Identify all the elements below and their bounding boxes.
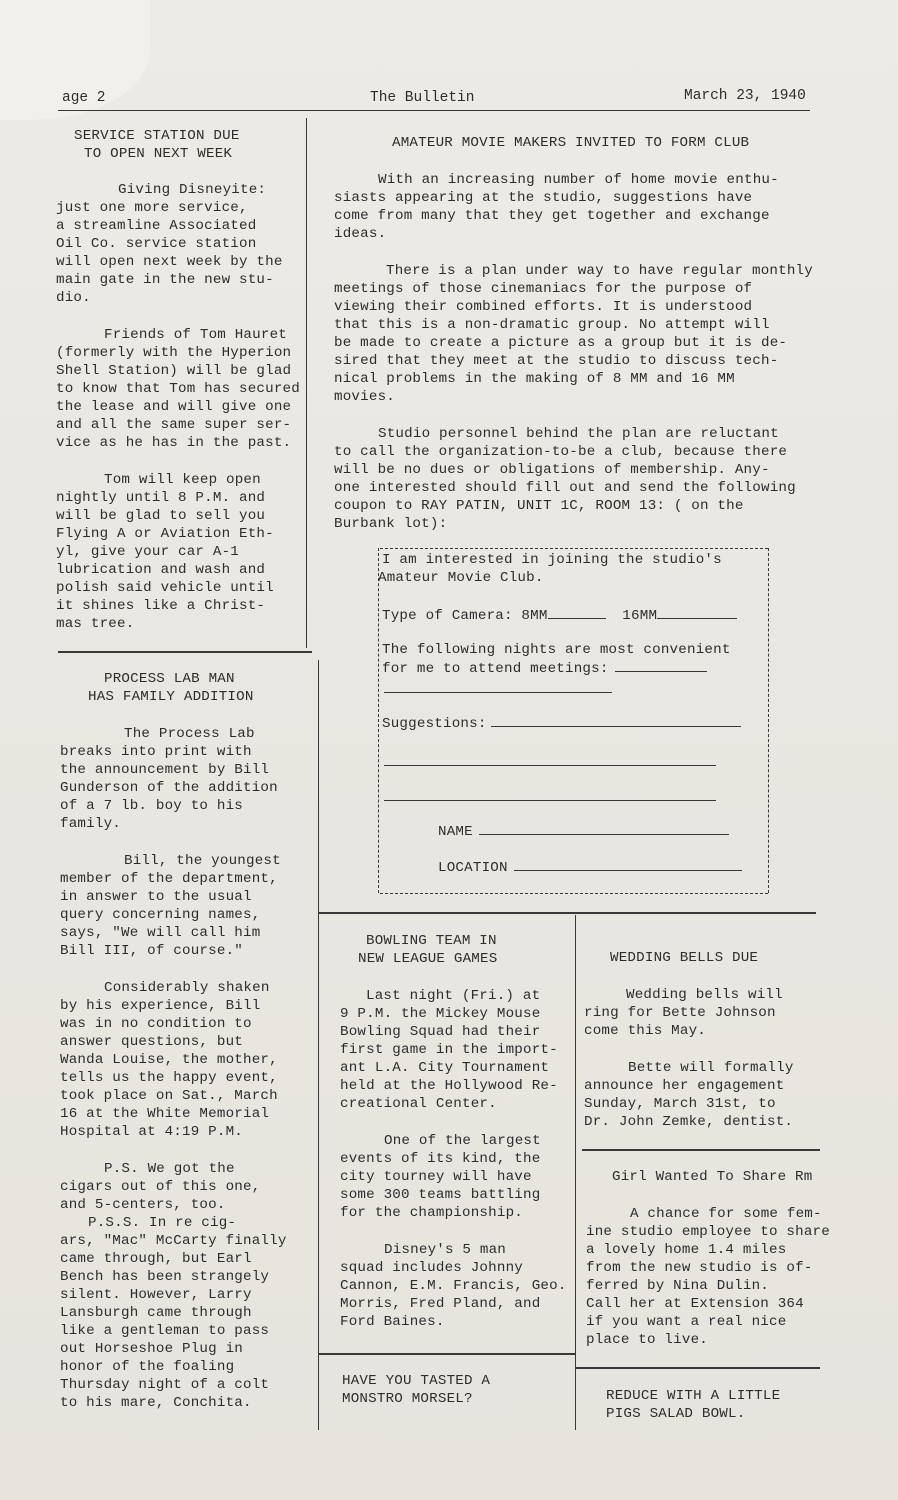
meeting-nights-field[interactable]: [382, 659, 707, 678]
text-line: Ford Baines.: [340, 1314, 445, 1330]
meeting-nights-line2[interactable]: [384, 692, 612, 693]
text-line: will be no dues or obligations of membership. Any-: [334, 462, 770, 478]
text-line: ant L.A. City Tournament: [340, 1060, 550, 1076]
text-line: Shell Station) will be glad: [56, 363, 292, 379]
location-blank[interactable]: [514, 858, 742, 871]
text-line: for the championship.: [340, 1205, 523, 1221]
text-line: Sunday, March 31st, to: [584, 1096, 776, 1112]
text-line: city tourney will have: [340, 1169, 532, 1185]
text-line: if you want a real nice: [586, 1314, 787, 1330]
camera-type-field[interactable]: [382, 606, 737, 625]
text-line: tells us the happy event,: [60, 1070, 278, 1086]
headline: AMATEUR MOVIE MAKERS INVITED TO FORM CLUB: [392, 135, 750, 151]
text-line: Last night (Fri.) at: [366, 988, 541, 1004]
headline: PIGS SALAD BOWL.: [606, 1406, 746, 1422]
text-line: lubrication and wash and: [56, 562, 266, 578]
header-rule: [58, 110, 810, 111]
name-field[interactable]: [438, 822, 729, 841]
text-line: Studio personnel behind the plan are reluctant: [378, 426, 779, 442]
text-line: Considerably shaken: [104, 980, 270, 996]
text-line: of a 7 lb. boy to his: [60, 798, 243, 814]
text-line: P.S.S. In re cig-: [88, 1215, 237, 1231]
text-line: some 300 teams battling: [340, 1187, 541, 1203]
text-line: Bill III, of course.": [60, 943, 243, 959]
text-line: and all the same super ser-: [56, 417, 292, 433]
text-line: out Horseshoe Plug in: [60, 1341, 243, 1357]
section-rule: [582, 1149, 820, 1151]
text-line: sired that they meet at the studio to discuss tech-: [334, 353, 779, 369]
text-line: says, "We will call him: [60, 925, 261, 941]
text-line: ars, "Mac" McCarty finally: [60, 1233, 287, 1249]
text-line: was in no condition to: [60, 1016, 252, 1032]
text-line: polish said vehicle until: [56, 580, 274, 596]
coupon-border-left: [378, 548, 379, 893]
suggestions-label: Suggestions:: [382, 716, 487, 732]
text-line: creational Center.: [340, 1096, 497, 1112]
issue-date: March 23, 1940: [684, 88, 806, 104]
headline: HAVE YOU TASTED A: [342, 1373, 491, 1389]
text-line: coupon to RAY PATIN, UNIT 1C, ROOM 13: ( on the: [334, 498, 744, 514]
location-field[interactable]: [438, 858, 742, 877]
section-rule: [576, 1367, 820, 1369]
text-line: nightly until 8 P.M. and: [56, 490, 266, 506]
text-line: cigars out of this one,: [60, 1179, 261, 1195]
text-line: Oil Co. service station: [56, 236, 257, 252]
text-line: Bowling Squad had their: [340, 1024, 541, 1040]
text-line: by his experience, Bill: [60, 998, 261, 1014]
publication-title: The Bulletin: [370, 90, 475, 106]
headline: TO OPEN NEXT WEEK: [84, 146, 233, 162]
text-line: a streamline Associated: [56, 218, 257, 234]
text-line: just one more service,: [56, 200, 248, 216]
text-line: announce her engagement: [584, 1078, 785, 1094]
suggestions-line3[interactable]: [384, 800, 716, 801]
text-line: Disney's 5 man: [384, 1242, 506, 1258]
headline: HAS FAMILY ADDITION: [88, 689, 254, 705]
text-line: (formerly with the Hyperion: [56, 345, 292, 361]
text-line: main gate in the new stu-: [56, 272, 274, 288]
text-line: answer questions, but: [60, 1034, 243, 1050]
text-line: squad includes Johnny: [340, 1260, 523, 1276]
text-line: the announcement by Bill: [60, 762, 270, 778]
text-line: ring for Bette Johnson: [584, 1005, 776, 1021]
text-line: query concerning names,: [60, 907, 261, 923]
text-line: honor of the foaling: [60, 1359, 235, 1375]
camera-8mm-blank[interactable]: [548, 606, 606, 619]
section-rule: [318, 1353, 576, 1355]
text-line: vice as he has in the past.: [56, 435, 292, 451]
suggestions-blank[interactable]: [491, 714, 741, 727]
suggestions-line2[interactable]: [384, 765, 716, 766]
coupon-border-bottom: [380, 893, 768, 894]
coupon-border-right: [768, 548, 769, 893]
text-line: Giving Disneyite:: [118, 182, 267, 198]
text-line: 9 P.M. the Mickey Mouse: [340, 1006, 541, 1022]
text-line: from the new studio is of-: [586, 1260, 813, 1276]
text-line: first game in the import-: [340, 1042, 558, 1058]
text-line: There is a plan under way to have regular monthly: [386, 263, 813, 279]
headline: PROCESS LAB MAN: [104, 671, 235, 687]
text-line: family.: [60, 816, 121, 832]
text-line: Flying A or Aviation Eth-: [56, 526, 274, 542]
text-line: ideas.: [334, 226, 387, 242]
column-divider-left: [306, 118, 307, 648]
text-line: Bench has been strangely: [60, 1269, 270, 1285]
text-line: Friends of Tom Hauret: [104, 327, 287, 343]
section-rule: [318, 912, 816, 914]
column-divider-left-lower: [318, 660, 319, 1430]
page-number: age 2: [62, 90, 106, 106]
text-line: and 5-centers, too.: [60, 1197, 226, 1213]
suggestions-field[interactable]: [382, 714, 741, 733]
coupon-text: I am interested in joining the studio's: [382, 552, 722, 568]
text-line: Cannon, E.M. Francis, Geo.: [340, 1278, 567, 1294]
text-line: to call the organization-to-be a club, because there: [334, 444, 788, 460]
text-line: come this May.: [584, 1023, 706, 1039]
text-line: held at the Hollywood Re-: [340, 1078, 558, 1094]
text-line: like a gentleman to pass: [60, 1323, 270, 1339]
text-line: nical problems in the making of 8 MM and 16 MM: [334, 371, 735, 387]
text-line: viewing their combined efforts. It is understood: [334, 299, 753, 315]
headline: WEDDING BELLS DUE: [610, 950, 759, 966]
text-line: Dr. John Zemke, dentist.: [584, 1114, 794, 1130]
text-line: The Process Lab: [124, 726, 255, 742]
text-line: Call her at Extension 364: [586, 1296, 804, 1312]
text-line: movies.: [334, 389, 395, 405]
text-line: Morris, Fred Pland, and: [340, 1296, 541, 1312]
text-line: a lovely home 1.4 miles: [586, 1242, 787, 1258]
headline: Girl Wanted To Share Rm: [612, 1169, 813, 1185]
text-line: A chance for some fem-: [630, 1206, 822, 1222]
text-line: dio.: [56, 290, 91, 306]
text-line: will open next week by the: [56, 254, 283, 270]
text-line: events of its kind, the: [340, 1151, 541, 1167]
camera-8mm-label: Type of Camera: 8MM: [382, 608, 548, 624]
text-line: Hospital at 4:19 P.M.: [60, 1124, 243, 1140]
text-line: meetings of those cinemaniacs for the purpose of: [334, 281, 753, 297]
text-line: it shines like a Christ-: [56, 598, 266, 614]
headline: REDUCE WITH A LITTLE: [606, 1388, 781, 1404]
text-line: Burbank lot):: [334, 516, 448, 532]
headline: SERVICE STATION DUE: [74, 128, 240, 144]
text-line: Lansburgh came through: [60, 1305, 252, 1321]
location-label: LOCATION: [438, 860, 508, 876]
text-line: With an increasing number of home movie enthu-: [378, 172, 779, 188]
text-line: member of the department,: [60, 871, 278, 887]
text-line: yl, give your car A-1: [56, 544, 239, 560]
text-line: will be glad to sell you: [56, 508, 266, 524]
text-line: ferred by Nina Dulin.: [586, 1278, 769, 1294]
headline: NEW LEAGUE GAMES: [358, 951, 498, 967]
coupon-text: Amateur Movie Club.: [378, 570, 544, 586]
text-line: Wedding bells will: [626, 987, 783, 1003]
coupon-border-top: [380, 548, 768, 549]
text-line: to his mare, Conchita.: [60, 1395, 252, 1411]
text-line: ine studio employee to share: [586, 1224, 830, 1240]
text-line: be made to create a picture as a group but it is de-: [334, 335, 788, 351]
text-line: siasts appearing at the studio, suggestions have: [334, 190, 753, 206]
text-line: One of the largest: [384, 1133, 541, 1149]
name-blank[interactable]: [479, 822, 729, 835]
headline: MONSTRO MORSEL?: [342, 1391, 473, 1407]
text-line: that this is a non-dramatic group. No attempt will: [334, 317, 770, 333]
text-line: come from many that they get together and exchange: [334, 208, 770, 224]
text-line: Thursday night of a colt: [60, 1377, 270, 1393]
text-line: 16 at the White Memorial: [60, 1106, 270, 1122]
text-line: place to live.: [586, 1332, 708, 1348]
text-line: P.S. We got the: [104, 1161, 235, 1177]
text-line: Tom will keep open: [104, 472, 261, 488]
meeting-nights-blank[interactable]: [615, 659, 707, 672]
camera-16mm-blank[interactable]: [657, 606, 737, 619]
text-line: Gunderson of the addition: [60, 780, 278, 796]
text-line: breaks into print with: [60, 744, 252, 760]
text-line: Bette will formally: [628, 1060, 794, 1076]
text-line: one interested should fill out and send the following: [334, 480, 796, 496]
text-line: in answer to the usual: [60, 889, 252, 905]
text-line: took place on Sat., March: [60, 1088, 278, 1104]
name-label: NAME: [438, 824, 473, 840]
section-rule: [58, 651, 312, 653]
meeting-nights-label: for me to attend meetings:: [382, 661, 609, 677]
text-line: Wanda Louise, the mother,: [60, 1052, 278, 1068]
headline: BOWLING TEAM IN: [366, 933, 497, 949]
text-line: to know that Tom has secured: [56, 381, 300, 397]
text-line: mas tree.: [56, 616, 135, 632]
coupon-text: The following nights are most convenient: [382, 642, 731, 658]
text-line: silent. However, Larry: [60, 1287, 252, 1303]
text-line: came through, but Earl: [60, 1251, 252, 1267]
camera-16mm-label: 16MM: [622, 608, 658, 624]
text-line: Bill, the youngest: [124, 853, 281, 869]
text-line: the lease and will give one: [56, 399, 292, 415]
